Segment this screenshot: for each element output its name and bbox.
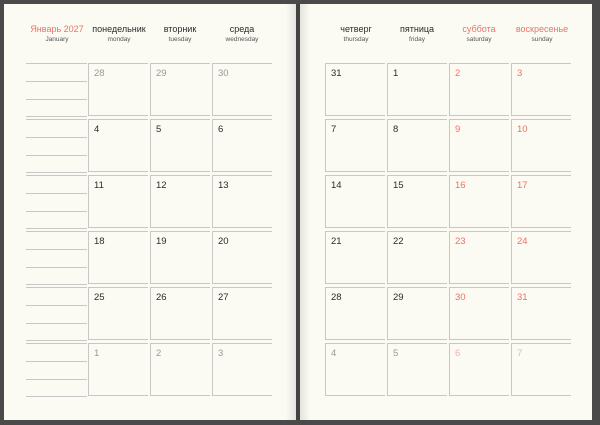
day-cell[interactable] xyxy=(150,175,210,228)
day-number: 30 xyxy=(455,292,466,303)
day-cell[interactable] xyxy=(325,231,385,284)
day-cell[interactable] xyxy=(150,119,210,172)
day-number: 21 xyxy=(331,236,342,247)
day-cell[interactable] xyxy=(150,287,210,340)
day-cell[interactable] xyxy=(212,63,272,116)
day-cell[interactable] xyxy=(88,175,148,228)
day-number: 1 xyxy=(94,348,100,359)
weekday-header-2-ru: среда xyxy=(229,24,255,34)
day-cell[interactable] xyxy=(325,175,385,228)
day-cell[interactable] xyxy=(212,175,272,228)
day-cell[interactable] xyxy=(449,63,509,116)
notes-line xyxy=(26,119,87,120)
day-number: 1 xyxy=(393,68,399,79)
notes-line xyxy=(26,396,87,397)
day-number: 6 xyxy=(455,348,461,359)
day-number: 6 xyxy=(218,124,224,135)
day-cell[interactable] xyxy=(212,119,272,172)
weekday-header-4-en: friday xyxy=(409,36,425,43)
day-number: 13 xyxy=(218,180,229,191)
day-cell[interactable] xyxy=(88,343,148,396)
weekday-header-4-ru: пятница xyxy=(399,24,435,34)
notes-line xyxy=(26,211,87,212)
day-cell[interactable] xyxy=(88,119,148,172)
day-cell[interactable] xyxy=(387,287,447,340)
day-number: 5 xyxy=(393,348,399,359)
day-number: 29 xyxy=(156,68,167,79)
notes-line xyxy=(26,81,87,82)
day-number: 2 xyxy=(156,348,162,359)
day-cell[interactable] xyxy=(449,231,509,284)
day-cell[interactable] xyxy=(88,63,148,116)
day-number: 24 xyxy=(517,236,528,247)
notes-line xyxy=(26,231,87,232)
weekday-header-2-en: wednesday xyxy=(225,36,259,43)
day-cell[interactable] xyxy=(387,231,447,284)
weekday-header-1-en: tuesday xyxy=(168,36,192,43)
notes-line xyxy=(26,361,87,362)
day-number: 7 xyxy=(517,348,523,359)
weekday-header-3-ru: четверг xyxy=(340,24,372,34)
day-number: 16 xyxy=(455,180,466,191)
day-number: 23 xyxy=(455,236,466,247)
day-cell[interactable] xyxy=(449,119,509,172)
day-cell[interactable] xyxy=(150,63,210,116)
notes-line xyxy=(26,175,87,176)
weekday-header-2 xyxy=(202,24,282,44)
day-number: 18 xyxy=(94,236,105,247)
day-number: 30 xyxy=(218,68,229,79)
day-number: 20 xyxy=(218,236,229,247)
notes-line xyxy=(26,155,87,156)
day-cell[interactable] xyxy=(212,287,272,340)
day-cell[interactable] xyxy=(387,175,447,228)
day-number: 12 xyxy=(156,180,167,191)
notes-line xyxy=(26,305,87,306)
notes-line xyxy=(26,267,87,268)
notes-line xyxy=(26,99,87,100)
day-cell[interactable] xyxy=(150,343,210,396)
day-number: 28 xyxy=(94,68,105,79)
day-number: 9 xyxy=(455,124,461,135)
notes-line xyxy=(26,323,87,324)
day-cell[interactable] xyxy=(511,63,571,116)
day-number: 19 xyxy=(156,236,167,247)
weekday-header-6-en: sunday xyxy=(531,36,553,43)
day-number: 15 xyxy=(393,180,404,191)
weekday-header-5-en: saturday xyxy=(466,36,492,43)
day-number: 8 xyxy=(393,124,399,135)
weekday-header-3-en: thursday xyxy=(343,36,369,43)
day-cell[interactable] xyxy=(449,175,509,228)
notes-line xyxy=(26,343,87,344)
day-cell[interactable] xyxy=(325,63,385,116)
day-cell[interactable] xyxy=(387,343,447,396)
day-number: 31 xyxy=(331,68,342,79)
day-number: 10 xyxy=(517,124,528,135)
weekday-header-6 xyxy=(502,24,582,44)
day-number: 5 xyxy=(156,124,162,135)
day-number: 4 xyxy=(94,124,100,135)
day-cell[interactable] xyxy=(88,287,148,340)
day-number: 27 xyxy=(218,292,229,303)
day-cell[interactable] xyxy=(325,287,385,340)
weekday-header-0-ru: понедельник xyxy=(92,24,146,34)
day-cell[interactable] xyxy=(212,343,272,396)
day-cell[interactable] xyxy=(511,343,571,396)
day-cell[interactable] xyxy=(511,231,571,284)
day-number: 29 xyxy=(393,292,404,303)
day-number: 25 xyxy=(94,292,105,303)
weekday-header-5-ru: суббота xyxy=(462,24,496,34)
month-title-en: January xyxy=(45,36,69,43)
day-number: 28 xyxy=(331,292,342,303)
day-cell[interactable] xyxy=(449,343,509,396)
day-cell[interactable] xyxy=(150,231,210,284)
day-cell[interactable] xyxy=(325,119,385,172)
day-number: 31 xyxy=(517,292,528,303)
notes-line xyxy=(26,137,87,138)
day-cell[interactable] xyxy=(212,231,272,284)
day-number: 11 xyxy=(94,180,104,191)
notes-line xyxy=(26,172,87,173)
notes-line xyxy=(26,379,87,380)
notes-line xyxy=(26,228,87,229)
day-cell[interactable] xyxy=(449,287,509,340)
day-number: 14 xyxy=(331,180,342,191)
notes-line xyxy=(26,284,87,285)
day-number: 17 xyxy=(517,180,528,191)
day-number: 3 xyxy=(517,68,523,79)
day-cell[interactable] xyxy=(511,287,571,340)
day-cell[interactable] xyxy=(511,175,571,228)
day-cell[interactable] xyxy=(325,343,385,396)
day-number: 7 xyxy=(331,124,337,135)
page-gutter xyxy=(286,4,310,420)
weekday-header-1-ru: вторник xyxy=(163,24,197,34)
day-number: 4 xyxy=(331,348,337,359)
notes-line xyxy=(26,249,87,250)
notes-line xyxy=(26,340,87,341)
month-title-ru: Январь 2027 xyxy=(30,24,84,34)
day-cell[interactable] xyxy=(387,63,447,116)
day-number: 26 xyxy=(156,292,167,303)
day-number: 22 xyxy=(393,236,404,247)
day-cell[interactable] xyxy=(88,231,148,284)
notes-line xyxy=(26,193,87,194)
day-cell[interactable] xyxy=(511,119,571,172)
notes-line xyxy=(26,63,87,64)
day-number: 2 xyxy=(455,68,461,79)
day-cell[interactable] xyxy=(387,119,447,172)
notes-line xyxy=(26,116,87,117)
weekday-header-0-en: monday xyxy=(107,36,131,43)
day-number: 3 xyxy=(218,348,224,359)
weekday-header-6-ru: воскресенье xyxy=(515,24,569,34)
notes-line xyxy=(26,287,87,288)
